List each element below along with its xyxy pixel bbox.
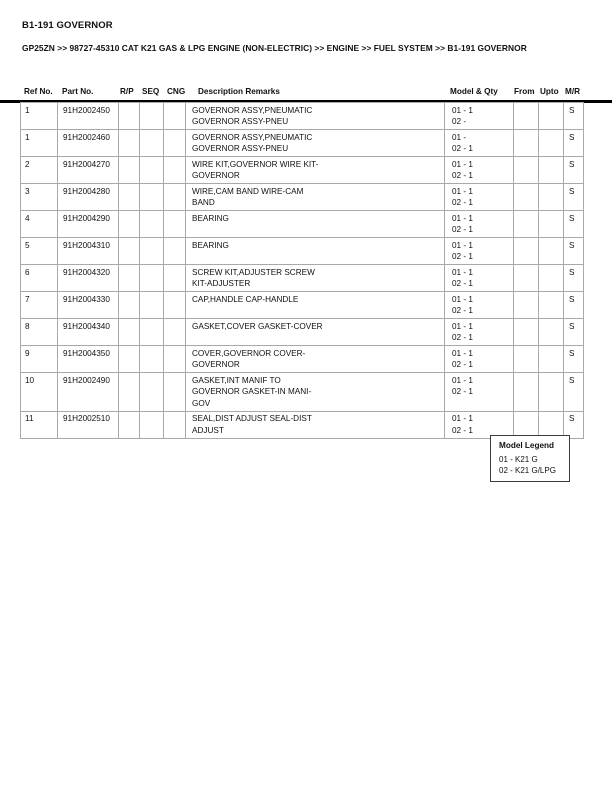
model-qty-cell: 01 - 1 02 -	[445, 103, 514, 130]
rp-cell	[119, 265, 140, 292]
from-cell	[514, 103, 539, 130]
table-row	[21, 103, 584, 130]
table-row	[21, 130, 584, 157]
part-no-cell: 91H2004280	[58, 184, 119, 211]
cng-cell	[164, 157, 186, 184]
model-qty-cell: 01 - 1 02 - 1	[445, 373, 514, 412]
from-cell	[514, 373, 539, 412]
description-cell: GASKET,INT MANIF TO GOVERNOR GASKET-IN MANI- GOV	[186, 373, 445, 412]
cng-cell	[164, 265, 186, 292]
seq-cell	[140, 292, 164, 319]
rp-cell	[119, 238, 140, 265]
column-header-description: Description Remarks	[198, 87, 280, 96]
seq-cell	[140, 103, 164, 130]
cng-cell	[164, 346, 186, 373]
seq-cell	[140, 130, 164, 157]
cng-cell	[164, 211, 186, 238]
description-cell: BEARING	[186, 211, 445, 238]
mr-cell: S	[564, 346, 584, 373]
table-row	[21, 346, 584, 373]
mr-cell: S	[564, 238, 584, 265]
rp-cell	[119, 292, 140, 319]
rp-cell	[119, 319, 140, 346]
ref-no-cell: 5	[21, 238, 58, 265]
seq-cell	[140, 373, 164, 412]
ref-no-cell: 8	[21, 319, 58, 346]
model-legend-title: Model Legend	[499, 441, 555, 450]
column-header-model-qty: Model & Qty	[450, 87, 498, 96]
description-cell: GOVERNOR ASSY,PNEUMATIC GOVERNOR ASSY-PNEU	[186, 103, 445, 130]
upto-cell	[539, 157, 564, 184]
model-legend-box	[490, 435, 570, 482]
model-qty-cell: 01 - 1 02 - 1	[445, 238, 514, 265]
mr-cell: S	[564, 103, 584, 130]
ref-no-cell: 7	[21, 292, 58, 319]
upto-cell	[539, 184, 564, 211]
from-cell	[514, 184, 539, 211]
rp-cell	[119, 411, 140, 438]
description-cell: COVER,GOVERNOR COVER- GOVERNOR	[186, 346, 445, 373]
table-row	[21, 265, 584, 292]
model-qty-cell: 01 - 1 02 - 1	[445, 157, 514, 184]
description-cell: WIRE KIT,GOVERNOR WIRE KIT- GOVERNOR	[186, 157, 445, 184]
table-column-headers	[20, 87, 583, 96]
model-qty-cell: 01 - 1 02 - 1	[445, 319, 514, 346]
column-header-seq: SEQ	[142, 87, 160, 96]
description-cell: SEAL,DIST ADJUST SEAL-DIST ADJUST	[186, 411, 445, 438]
from-cell	[514, 346, 539, 373]
upto-cell	[539, 103, 564, 130]
rp-cell	[119, 184, 140, 211]
model-qty-cell: 01 - 1 02 - 1	[445, 411, 514, 438]
from-cell	[514, 211, 539, 238]
upto-cell	[539, 265, 564, 292]
column-header-ref-no: Ref No.	[24, 87, 53, 96]
rp-cell	[119, 130, 140, 157]
ref-no-cell: 4	[21, 211, 58, 238]
upto-cell	[539, 346, 564, 373]
from-cell	[514, 319, 539, 346]
mr-cell: S	[564, 211, 584, 238]
description-cell: BEARING	[186, 238, 445, 265]
description-cell: CAP,HANDLE CAP-HANDLE	[186, 292, 445, 319]
seq-cell	[140, 211, 164, 238]
from-cell	[514, 238, 539, 265]
model-legend-item: 01 - K21 G	[499, 454, 538, 464]
mr-cell: S	[564, 292, 584, 319]
part-no-cell: 91H2004310	[58, 238, 119, 265]
table-row	[21, 411, 584, 438]
seq-cell	[140, 184, 164, 211]
model-qty-cell: 01 - 1 02 - 1	[445, 346, 514, 373]
table-row	[21, 238, 584, 265]
model-qty-cell: 01 - 02 - 1	[445, 130, 514, 157]
ref-no-cell: 1	[21, 103, 58, 130]
mr-cell: S	[564, 157, 584, 184]
cng-cell	[164, 373, 186, 412]
from-cell	[514, 292, 539, 319]
seq-cell	[140, 319, 164, 346]
description-cell: GOVERNOR ASSY,PNEUMATIC GOVERNOR ASSY-PNEU	[186, 130, 445, 157]
table-row	[21, 157, 584, 184]
part-no-cell: 91H2004330	[58, 292, 119, 319]
rp-cell	[119, 373, 140, 412]
table-row	[21, 211, 584, 238]
part-no-cell: 91H2002510	[58, 411, 119, 438]
part-no-cell: 91H2004290	[58, 211, 119, 238]
upto-cell	[539, 238, 564, 265]
seq-cell	[140, 238, 164, 265]
description-cell: SCREW KIT,ADJUSTER SCREW KIT-ADJUSTER	[186, 265, 445, 292]
ref-no-cell: 1	[21, 130, 58, 157]
rp-cell	[119, 103, 140, 130]
part-no-cell: 91H2002450	[58, 103, 119, 130]
seq-cell	[140, 346, 164, 373]
mr-cell: S	[564, 184, 584, 211]
rp-cell	[119, 346, 140, 373]
from-cell	[514, 157, 539, 184]
ref-no-cell: 10	[21, 373, 58, 412]
part-no-cell: 91H2002460	[58, 130, 119, 157]
part-no-cell: 91H2004270	[58, 157, 119, 184]
ref-no-cell: 11	[21, 411, 58, 438]
cng-cell	[164, 238, 186, 265]
cng-cell	[164, 130, 186, 157]
column-header-rp: R/P	[120, 87, 134, 96]
model-qty-cell: 01 - 1 02 - 1	[445, 292, 514, 319]
part-no-cell: 91H2002490	[58, 373, 119, 412]
upto-cell	[539, 373, 564, 412]
description-cell: WIRE,CAM BAND WIRE-CAM BAND	[186, 184, 445, 211]
upto-cell	[539, 292, 564, 319]
seq-cell	[140, 157, 164, 184]
table-row	[21, 184, 584, 211]
model-qty-cell: 01 - 1 02 - 1	[445, 265, 514, 292]
column-header-part-no: Part No.	[62, 87, 94, 96]
parts-table-body	[21, 103, 584, 439]
table-row	[21, 319, 584, 346]
seq-cell	[140, 265, 164, 292]
upto-cell	[539, 411, 564, 438]
seq-cell	[140, 411, 164, 438]
column-header-mr: M/R	[565, 87, 581, 96]
part-no-cell: 91H2004320	[58, 265, 119, 292]
table-row	[21, 292, 584, 319]
ref-no-cell: 6	[21, 265, 58, 292]
ref-no-cell: 3	[21, 184, 58, 211]
upto-cell	[539, 211, 564, 238]
cng-cell	[164, 184, 186, 211]
ref-no-cell: 9	[21, 346, 58, 373]
page-title: B1-191 GOVERNOR	[22, 20, 113, 31]
model-qty-cell: 01 - 1 02 - 1	[445, 211, 514, 238]
mr-cell: S	[564, 319, 584, 346]
mr-cell: S	[564, 373, 584, 412]
upto-cell	[539, 130, 564, 157]
column-header-upto: Upto	[540, 87, 559, 96]
breadcrumb: GP25ZN >> 98727-45310 CAT K21 GAS & LPG ENGINE (NON-ELECTRIC) >> ENGINE >> FUEL SYSTEM >> B1-191 GOVERNOR	[22, 43, 527, 53]
cng-cell	[164, 319, 186, 346]
table-row	[21, 373, 584, 412]
column-header-from: From	[514, 87, 535, 96]
mr-cell: S	[564, 265, 584, 292]
description-cell: GASKET,COVER GASKET-COVER	[186, 319, 445, 346]
cng-cell	[164, 103, 186, 130]
part-no-cell: 91H2004350	[58, 346, 119, 373]
rp-cell	[119, 157, 140, 184]
column-header-cng: CNG	[167, 87, 186, 96]
model-qty-cell: 01 - 1 02 - 1	[445, 184, 514, 211]
mr-cell: S	[564, 130, 584, 157]
cng-cell	[164, 411, 186, 438]
upto-cell	[539, 319, 564, 346]
cng-cell	[164, 292, 186, 319]
from-cell	[514, 130, 539, 157]
model-legend-item: 02 - K21 G/LPG	[499, 466, 556, 475]
ref-no-cell: 2	[21, 157, 58, 184]
mr-cell: S	[564, 411, 584, 438]
part-no-cell: 91H2004340	[58, 319, 119, 346]
parts-table	[20, 102, 584, 439]
rp-cell	[119, 211, 140, 238]
from-cell	[514, 265, 539, 292]
from-cell	[514, 411, 539, 438]
